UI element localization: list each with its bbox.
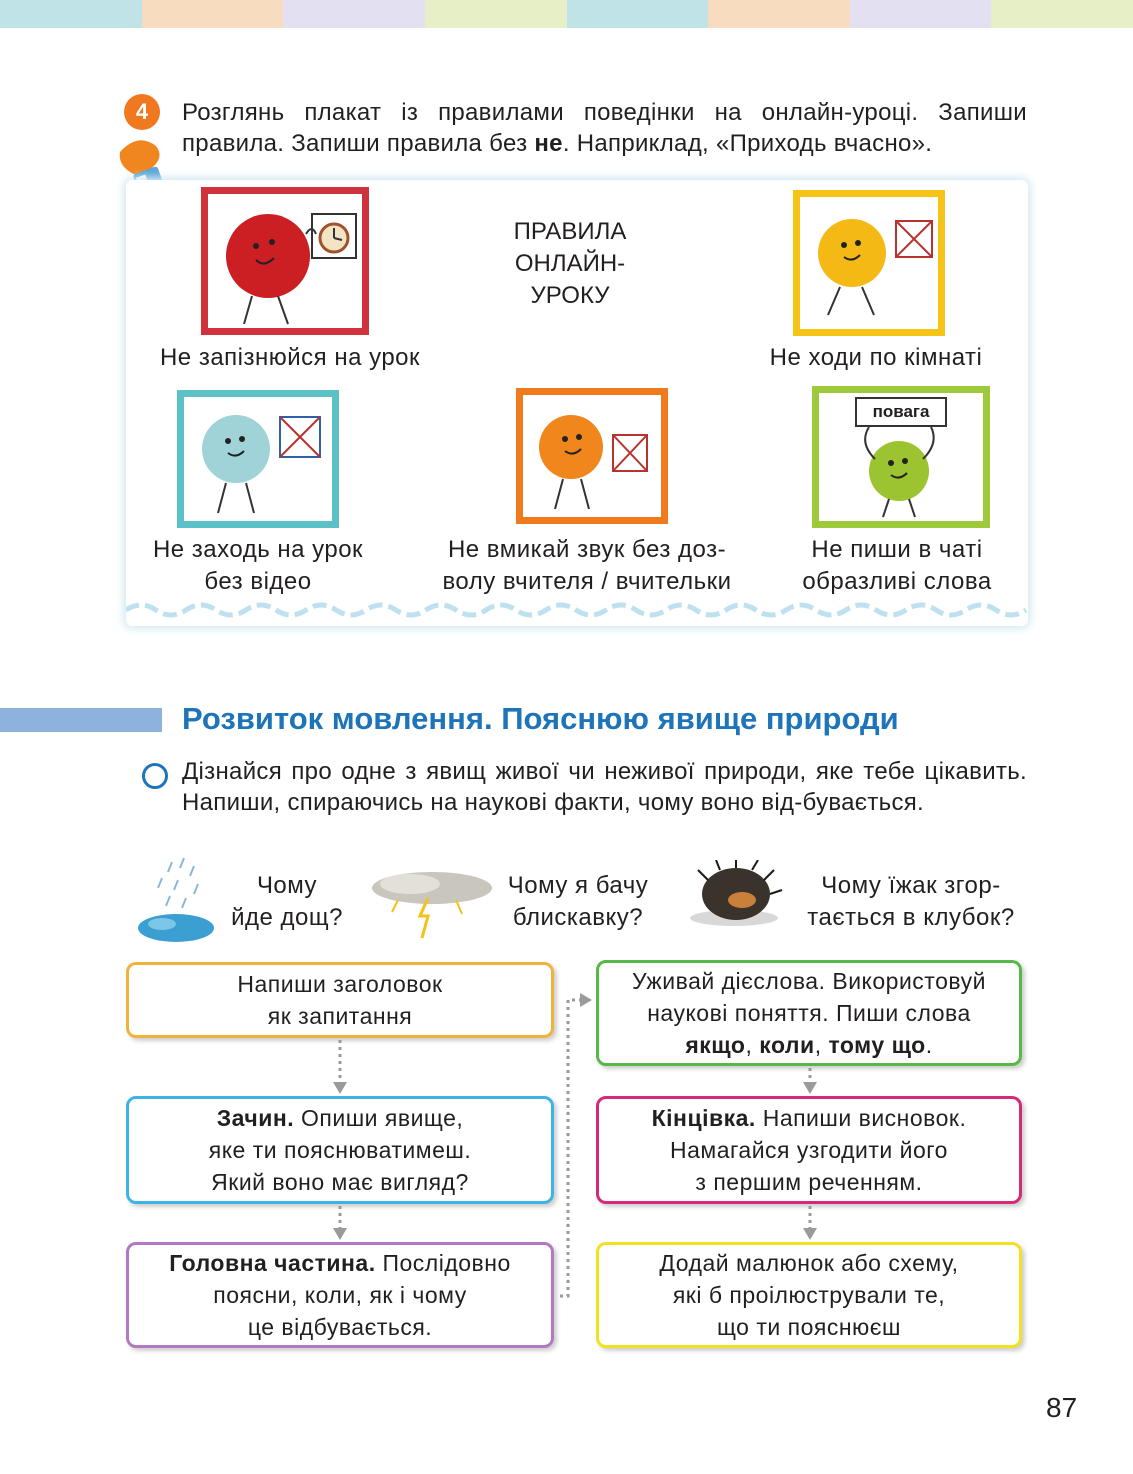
question-lightning bbox=[494, 870, 662, 934]
caption-line: волу вчителя / вчительки bbox=[442, 568, 732, 595]
arrow-head bbox=[333, 1082, 347, 1094]
lightning-icon bbox=[370, 868, 494, 942]
step-line: . bbox=[925, 1032, 933, 1058]
step-line: Напиши висновок. bbox=[755, 1105, 967, 1131]
step-line: , bbox=[814, 1032, 829, 1058]
rule-late-image bbox=[201, 187, 369, 335]
strip-segment bbox=[708, 0, 850, 28]
step-intro-box bbox=[126, 1096, 554, 1204]
rain-icon bbox=[132, 856, 218, 948]
question-line: блискавку? bbox=[512, 904, 644, 931]
caption-line: без відео bbox=[204, 568, 312, 595]
step-words-box bbox=[596, 960, 1022, 1066]
step-line: Опиши явище, bbox=[294, 1105, 464, 1131]
step-bold: Зачин. bbox=[216, 1105, 295, 1131]
step-bold: коли bbox=[759, 1032, 815, 1058]
task-text: Розглянь плакат із правилами поведінки на онлайн-уроці. Запиши правила. Запиши правила без не. Наприклад, «Приходь вчасно». bbox=[182, 99, 1027, 157]
caption-line: Не заходь на урок bbox=[152, 536, 364, 563]
green-ball-icon bbox=[819, 393, 983, 521]
step-line: поясни, коли, як і чому bbox=[213, 1282, 467, 1308]
step-line: Послідовно bbox=[375, 1250, 511, 1276]
arrow-head bbox=[333, 1228, 347, 1240]
step-bold: Кінцівка. bbox=[651, 1105, 756, 1131]
rule-caption bbox=[780, 534, 1014, 598]
step-main-box bbox=[126, 1242, 554, 1348]
question-line: Чому їжак згор- bbox=[821, 872, 1001, 899]
step-line: які б проілюстрували те, bbox=[672, 1282, 946, 1308]
step-title-box bbox=[126, 962, 554, 1038]
rule-walk-image bbox=[793, 190, 945, 336]
task-number-badge: 4 bbox=[124, 94, 160, 130]
step-line: Який воно має вигляд? bbox=[211, 1169, 469, 1195]
rule-video-image bbox=[177, 390, 339, 528]
step-line: Уживай дієслова. Використовуй bbox=[632, 968, 986, 994]
poster-title-line: УРОКУ bbox=[530, 282, 610, 309]
rule-caption bbox=[742, 342, 1010, 374]
rule-caption bbox=[128, 534, 388, 598]
rule-respect-image bbox=[812, 386, 990, 528]
question-hedgehog bbox=[792, 870, 1030, 934]
step-line: , bbox=[745, 1032, 760, 1058]
step-bold: якщо bbox=[685, 1032, 746, 1058]
step-line: наукові поняття. Пиши слова bbox=[647, 1000, 971, 1026]
caption-line: Не пиши в чаті bbox=[811, 536, 983, 563]
poster-title-line: ПРАВИЛА bbox=[513, 218, 627, 245]
strip-segment bbox=[991, 0, 1133, 28]
step-line: з першим реченням. bbox=[695, 1169, 923, 1195]
poster-wavy-edge bbox=[126, 598, 1028, 622]
step-line: як запитання bbox=[267, 1003, 413, 1029]
caption-line: Не вмикай звук без доз- bbox=[447, 536, 727, 563]
hedgehog-icon bbox=[684, 860, 784, 930]
arrow-connector bbox=[560, 1000, 584, 1296]
strip-segment bbox=[850, 0, 992, 28]
step-line: Намагайся узгодити його bbox=[670, 1137, 948, 1163]
question-line: Чому bbox=[256, 872, 318, 899]
caption-line: образливі слова bbox=[802, 568, 992, 595]
step-line: що ти пояснюєш bbox=[717, 1314, 901, 1340]
red-ball-clock-icon bbox=[208, 194, 362, 328]
strip-segment bbox=[567, 0, 709, 28]
step-line: яке ти пояснюватимеш. bbox=[208, 1137, 472, 1163]
arrow-head bbox=[803, 1082, 817, 1094]
step-bold: Головна частина. bbox=[169, 1250, 376, 1276]
step-line: це відбувається. bbox=[247, 1314, 433, 1340]
step-line: Додай малюнок або схему, bbox=[659, 1250, 959, 1276]
section-heading-bar bbox=[0, 708, 162, 732]
arrow-head bbox=[803, 1228, 817, 1240]
question-rain bbox=[222, 870, 352, 934]
poster-title bbox=[508, 216, 632, 312]
strip-segment bbox=[142, 0, 284, 28]
rule-caption bbox=[412, 534, 762, 598]
strip-segment bbox=[425, 0, 567, 28]
page-number: 87 bbox=[1046, 1392, 1078, 1423]
question-line: йде дощ? bbox=[231, 904, 343, 931]
question-line: тається в клубок? bbox=[807, 904, 1015, 931]
rule-caption bbox=[130, 342, 450, 374]
arrow-head bbox=[580, 993, 592, 1007]
question-line: Чому я бачу bbox=[507, 872, 649, 899]
rule-sound-image bbox=[516, 388, 668, 524]
orange-ball-icon bbox=[523, 395, 661, 517]
yellow-ball-icon bbox=[800, 197, 938, 329]
top-color-strip bbox=[0, 0, 1133, 28]
step-picture-box bbox=[596, 1242, 1022, 1348]
step-ending-box bbox=[596, 1096, 1022, 1204]
section-intro: Дізнайся про одне з явищ живої чи неживої природи, яке тебе цікавить. Напиши, спираючись на наукові факти, чому воно від-бувається. bbox=[182, 758, 1027, 816]
caption-line: Не запізнюйся на урок bbox=[159, 344, 421, 371]
respect-sign: повага bbox=[855, 397, 947, 427]
strip-segment bbox=[0, 0, 142, 28]
poster-title-line: ОНЛАЙН- bbox=[514, 250, 626, 277]
circle-marker-icon bbox=[142, 763, 168, 789]
strip-segment bbox=[283, 0, 425, 28]
step-line: Напиши заголовок bbox=[237, 971, 443, 997]
blue-ball-camera-icon bbox=[184, 397, 332, 521]
step-bold: тому що bbox=[828, 1032, 926, 1058]
caption-line: Не ходи по кімнаті bbox=[769, 344, 983, 371]
section-title: Розвиток мовлення. Пояснюю явище природи bbox=[182, 701, 899, 736]
